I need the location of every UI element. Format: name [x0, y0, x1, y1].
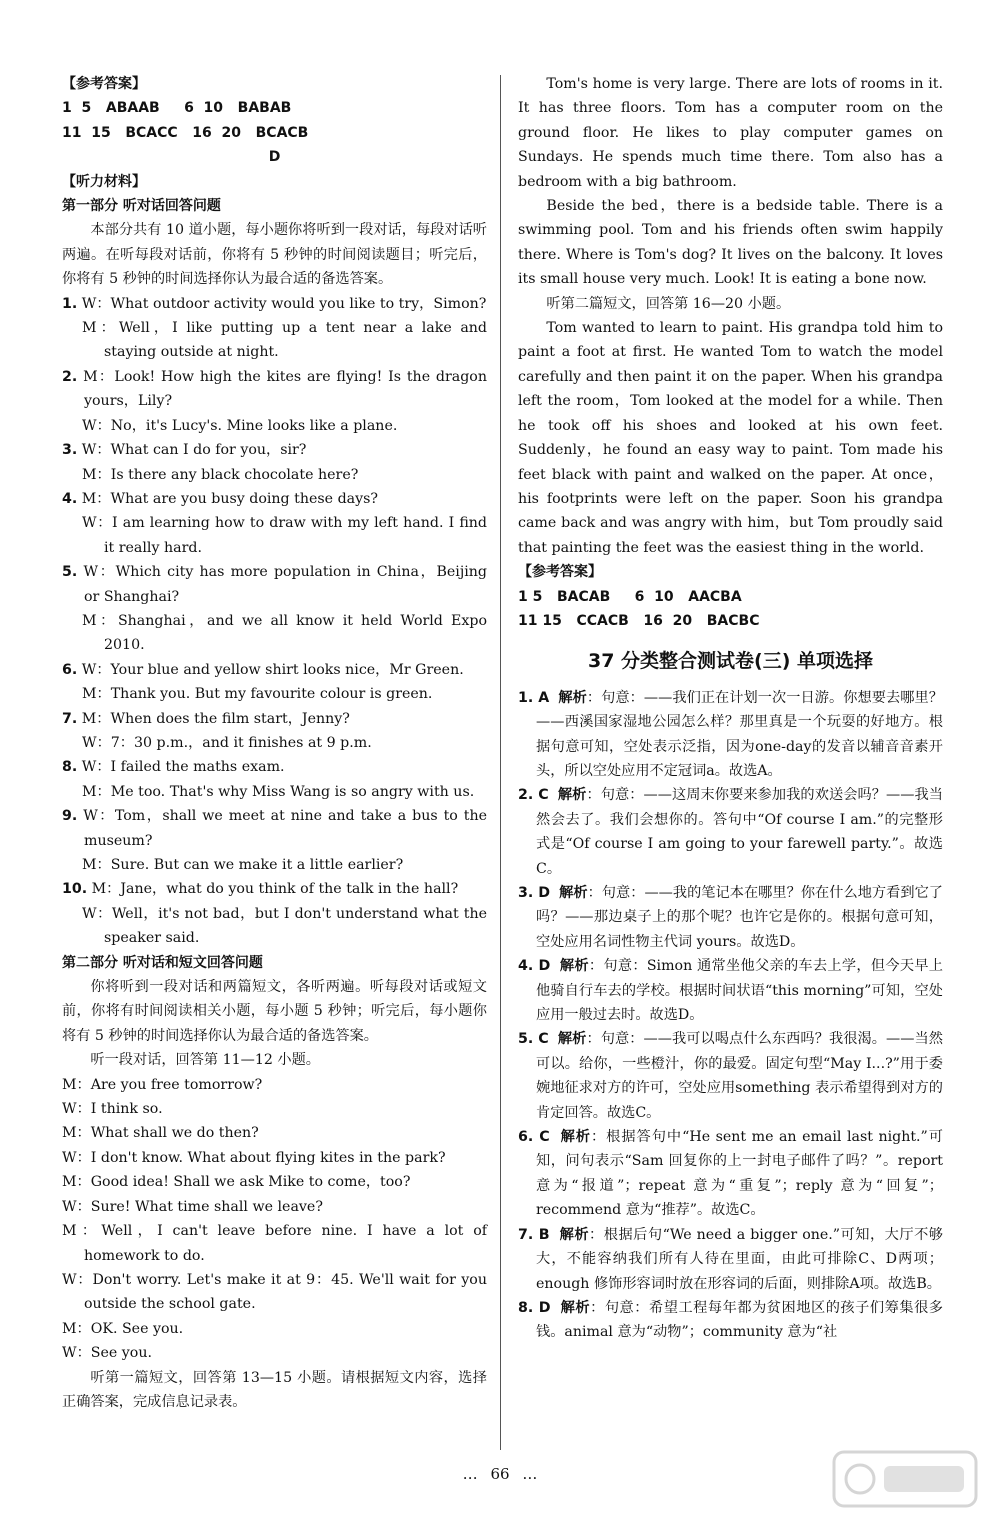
dialog-item — [62, 755, 487, 779]
analysis-text: ：句意：——我可以喝点什么东西吗？我很渴。——当然可以。给你，一些橙汁，你的最爱。固定句型“May I...?”用于委婉地征求对方的许可，空处应用something 表示希望得到对方的肯定回答。故选C。 — [536, 1031, 943, 1121]
dialog-item — [62, 560, 487, 609]
dialog-line: W：Your blue and yellow shirt looks nice，Mr Green. — [81, 661, 464, 678]
analysis-text: ：句意：——我的笔记本在哪里？你在什么地方看到它了吗？——那边桌子上的那个呢？也许它是你的。根据句意可知，空处应用名词性物主代词 yours。故选D。 — [536, 885, 943, 950]
dialog-line: W：I failed the maths exam. — [81, 759, 285, 776]
conversation-line: W：Sure! What time shall we leave? — [62, 1198, 323, 1215]
explanation-item — [518, 1223, 943, 1296]
dialog-reply: W：I am learning how to draw with my left hand. I find it really hard. — [82, 515, 487, 556]
conversation-line: M：OK. See you. — [62, 1320, 184, 1337]
dialog-item — [62, 487, 487, 511]
analysis-text: ：句意：希望工程每年都为贫困地区的孩子们筹集很多钱。animal 意为“动物”；community 意为“社 — [536, 1299, 943, 1341]
dialog-number: 2. — [62, 368, 78, 385]
passage1-paragraph: Beside the bed，there is a bedside table. There is a swimming pool. Tom and his friends often swim happily there. Where is Tom's dog? It lives on the balcony. It loves its small house very much. Look! It is eating a bone now. — [518, 198, 943, 288]
dialog-reply: M：Shanghai，and we all know it held World Expo 2010. — [82, 612, 487, 654]
answer-line: 1 5 ABAAB 6 10 BABAB — [62, 100, 292, 117]
part1-intro: 本部分共有 10 道小题，每小题你将听到一段对话，每段对话听两遍。在听每段对话前，你将有 5 秒钟的时间阅读题目；听完后，你将有 5 秒钟的时间选择你认为最合适的备选答案。 — [62, 222, 487, 288]
analysis-label: 解析 — [559, 1226, 590, 1243]
column-divider — [500, 75, 501, 1450]
conversation-intro: 听一段对话，回答第 11—12 小题。 — [90, 1052, 320, 1069]
dialog-reply: M：Well，I like putting up a tent near a lake and staying outside at night. — [82, 320, 487, 361]
explanation-item — [518, 954, 943, 1027]
dialog-line: W：What can I do for you，sir? — [81, 442, 307, 459]
analysis-text: ：根据后句“We need a bigger one.”可知，大厅不够大，不能容纳我们所有人待在里面，由此可排除C、D两项；enough 修饰形容词时放在形容词的后面，则排除A项。故选B。 — [536, 1226, 943, 1292]
dialog-item — [62, 365, 487, 414]
dialog-number: 5. — [62, 564, 78, 581]
explanation-item — [518, 1125, 943, 1223]
passage1-intro: 听第一篇短文，回答第 13—15 小题。请根据短文内容，选择正确答案，完成信息记录表。 — [62, 1369, 487, 1410]
dialog-item — [62, 877, 487, 901]
dialog-item — [62, 707, 487, 731]
item-answer: 3. D — [518, 885, 551, 901]
dialog-reply: M：Is there any black chocolate here? — [82, 466, 359, 483]
analysis-text: ：句意：Simon 通常坐他父亲的车去上学，但今天早上他骑自行车去的学校。根据时间状语“this morning”可知，空处应用一般过去时。故选D。 — [536, 958, 943, 1024]
item-answer: 2. C — [518, 787, 549, 804]
answer-line: 11 15 BCACC 16 20 BCACB — [62, 124, 309, 141]
explanation-list — [518, 686, 943, 1345]
conversation-line: M：Are you free tomorrow? — [62, 1076, 263, 1093]
dialog-number: 7. — [62, 710, 78, 727]
dialog-line: M：When does the film start，Jenny? — [81, 710, 350, 727]
item-answer: 6. C — [518, 1129, 550, 1146]
answer-d: D — [268, 149, 281, 166]
dialog-line: M：Jane，what do you think of the talk in the hall? — [91, 881, 459, 898]
part2-intro: 你将听到一段对话和两篇短文，各听两遍。听每段对话或短文前，你将有时间阅读相关小题，每小题 5 秒钟；听完后，每小题你将有 5 秒钟的时间选择你认为最合适的备选答案。 — [62, 979, 487, 1044]
explanation-item — [518, 881, 943, 954]
page-number-value: 66 — [490, 1465, 510, 1483]
passage2-paragraph: Tom wanted to learn to paint. His grandpa told him to paint a foot at first. He wanted Tom to watch the model carefully and then paint it on the paper. When his grandpa left the room，Tom looked at the model for a while. Then he took off his shoes and looked at his own feet. Suddenly，he found an easy way to paint. Tom made his feet black with paint and walked on the paper. At once，his footprints were left on the paper. Soon his grandpa came back and was angry with him，but Tom proudly said that painting the feet was the easiest thing in the world. — [518, 320, 943, 556]
conversation-line: M：Good idea! Shall we ask Mike to come，too? — [62, 1174, 411, 1191]
answer-line: 11 15 CCACB 16 20 BACBC — [518, 612, 760, 629]
dialog-number: 6. — [62, 661, 78, 678]
analysis-label: 解析 — [560, 1129, 591, 1146]
item-answer: 7. B — [518, 1226, 550, 1243]
analysis-text: ：句意：——我们正在计划一次一日游。你想要去哪里？——西溪国家湿地公园怎么样？那里真是一个玩耍的好地方。根据句意可知，空处表示泛指，因为one-day的发音以辅音音素开头，所以空处应用不定冠词a。故选A。 — [536, 689, 943, 779]
right-column — [518, 72, 943, 1345]
dialog-line: W：Tom，shall we meet at nine and take a bus to the museum? — [83, 808, 488, 849]
dialog-item — [62, 658, 487, 682]
dialog-list — [62, 292, 487, 951]
passage1-paragraph: Tom's home is very large. There are lots of rooms in it. It has three floors. Tom has a computer room on the ground floor. He likes to play computer games on Sundays. He spends much time there. Tom also has a bedroom with a big bathroom. — [518, 76, 943, 190]
dialog-item — [62, 292, 487, 316]
passage2-intro: 听第二篇短文，回答第 16—20 小题。 — [546, 295, 791, 312]
conversation-line: W：See you. — [62, 1345, 152, 1362]
dialog-number: 1. — [62, 295, 78, 312]
analysis-label: 解析 — [560, 1299, 591, 1316]
answer-line: 1 5 BACAB 6 10 AACBA — [518, 588, 742, 605]
dialog-number: 3. — [62, 442, 78, 459]
analysis-text: ：句意：——这周末你要来参加我的欢送会吗？——我当然会去了。我们会想你的。答句中“Of course I am.”的完整形式是“Of course I am going to your farewell party.”。故选C。 — [536, 787, 943, 877]
analysis-label: 解析 — [557, 787, 587, 804]
dialog-line: W：Which city has more population in China，Beijing or Shanghai? — [83, 564, 487, 605]
dialog-item — [62, 804, 487, 853]
item-answer: 4. D — [518, 958, 551, 975]
conversation-line: M：Well，I can't leave before nine. I have a lot of homework to do. — [62, 1223, 487, 1264]
left-column — [62, 72, 487, 1414]
watermark-logo — [830, 1448, 980, 1510]
section-title: 37 分类整合测试卷(三) 单项选择 — [587, 650, 874, 673]
dialog-line: M：Look! How high the kites are flying! Is the dragon yours，Lily? — [83, 368, 487, 410]
part2-title: 第二部分 听对话和短文回答问题 — [62, 954, 263, 971]
dialog-reply: W：Well，it's not bad，but I don't understand what the speaker said. — [82, 905, 487, 947]
dialog-line: W：What outdoor activity would you like to try，Simon? — [81, 295, 487, 312]
item-answer: 8. D — [518, 1299, 551, 1316]
dialog-line: M：What are you busy doing these days? — [81, 490, 379, 507]
dialog-reply: W：7：30 p.m.，and it finishes at 9 p.m. — [82, 734, 372, 751]
conversation-line: M：What shall we do then? — [62, 1125, 259, 1142]
dialog-number: 10. — [62, 881, 88, 898]
dialog-number: 8. — [62, 759, 78, 776]
dialog-number: 4. — [62, 490, 78, 507]
answer-header: 【参考答案】 — [62, 76, 146, 92]
item-answer: 1. A — [518, 689, 550, 706]
explanation-item — [518, 1027, 943, 1125]
conversation-line: W：I think so. — [62, 1101, 163, 1118]
conversation-line: W：I don't know. What about flying kites in the park? — [62, 1149, 446, 1166]
conversation-line: W：Don't worry. Let's make it at 9：45. We'll wait for you outside the school gate. — [62, 1271, 487, 1313]
analysis-label: 解析 — [559, 885, 588, 901]
analysis-text: ：根据答句中“He sent me an email last night.”可知，问句表示“Sam 回复你的上一封电子邮件了吗？”。report 意为“报道”；repeat 意为“重复”；reply 意为“回复”；recommend 意为“推荐”。故选C。 — [536, 1129, 943, 1219]
dialog-item — [62, 438, 487, 462]
dialog-reply: W：No，it's Lucy's. Mine looks like a plane. — [82, 417, 398, 434]
analysis-label: 解析 — [558, 689, 587, 706]
explanation-item — [518, 783, 943, 881]
dialog-reply: M：Sure. But can we make it a little earlier? — [82, 857, 404, 873]
listening-header: 【听力材料】 — [62, 173, 146, 190]
explanation-item — [518, 686, 943, 784]
part1-title: 第一部分 听对话回答问题 — [62, 198, 221, 215]
conversation — [62, 1073, 487, 1366]
analysis-label: 解析 — [557, 1031, 587, 1048]
explanation-item — [518, 1296, 943, 1345]
page-number: … 66 … — [462, 1465, 538, 1483]
dialog-number: 9. — [62, 808, 78, 825]
dialog-reply: M：Thank you. But my favourite colour is green. — [82, 686, 433, 703]
item-answer: 5. C — [518, 1031, 549, 1048]
dialog-reply: M：Me too. That's why Miss Wang is so angry with us. — [82, 783, 475, 800]
answer-header: 【参考答案】 — [518, 564, 602, 581]
analysis-label: 解析 — [559, 958, 589, 975]
